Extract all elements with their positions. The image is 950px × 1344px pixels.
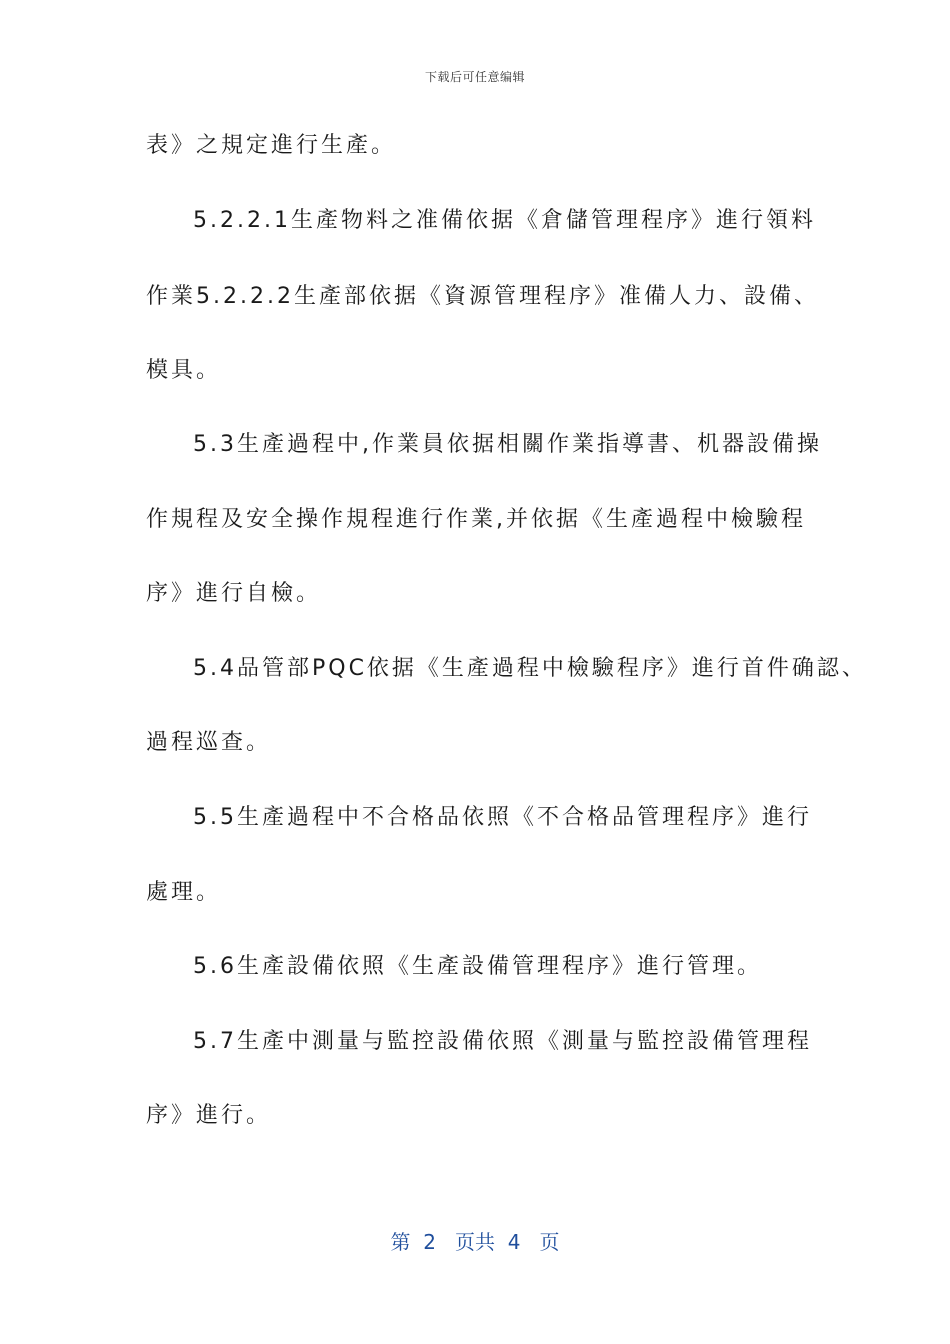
body-line-6: 作規程及安全操作規程進行作業,并依据《生產過程中檢驗程 (146, 507, 806, 532)
body-line-8: 5.4品管部PQC依据《生產過程中檢驗程序》進行首件确認、 (193, 656, 867, 681)
body-line-9: 過程巡查。 (146, 730, 272, 755)
body-line-3: 作業5.2.2.2生產部依据《資源管理程序》准備人力、設備、 (146, 284, 819, 309)
body-line-7: 序》進行自檢。 (146, 581, 322, 606)
body-line-1: 表》之規定進行生產。 (146, 133, 397, 158)
page-number-footer: 第 2 页共 4 页 (390, 1230, 560, 1254)
body-line-13: 5.7生產中測量与監控設備依照《測量与監控設備管理程 (193, 1029, 812, 1054)
body-line-10: 5.5生產過程中不合格品依照《不合格品管理程序》進行 (193, 805, 812, 830)
header-note: 下载后可任意编辑 (424, 70, 525, 84)
body-line-11: 處理。 (146, 880, 222, 905)
body-line-5: 5.3生產過程中,作業員依据相關作業指導書、机器設備操 (193, 432, 822, 457)
body-line-2: 5.2.2.1生產物料之准備依据《倉儲管理程序》進行領料 (193, 208, 816, 233)
body-line-4: 模具。 (146, 358, 222, 383)
body-line-12: 5.6生產設備依照《生產設備管理程序》進行管理。 (193, 954, 762, 979)
body-line-14: 序》進行。 (146, 1103, 272, 1128)
